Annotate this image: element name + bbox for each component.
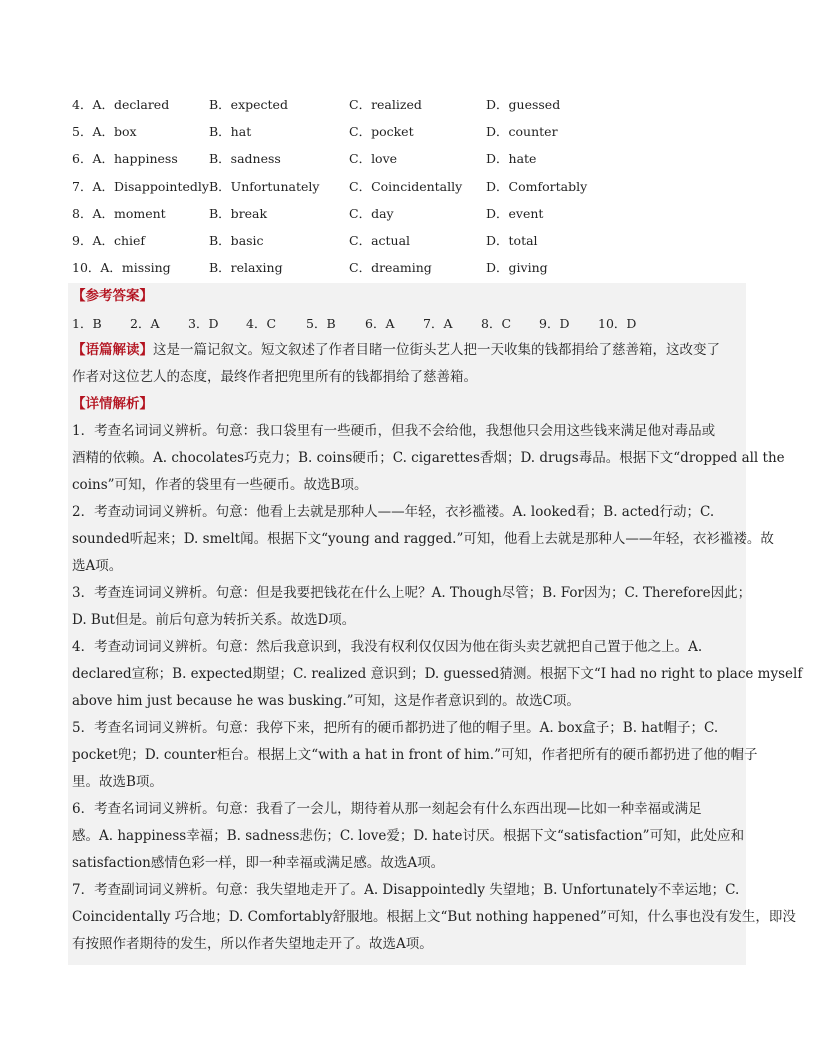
option-row-6 — [72, 148, 752, 175]
text-line: pocket兜；D. counter柜台。根据上文“with a hat in front of him.”可知，作者把所有的硬币都扔进了他的帽子 — [72, 747, 758, 763]
option-b: B．break — [209, 205, 268, 221]
option-a: 7．A．Disappointedly — [72, 178, 209, 194]
option-c: C．Coincidentally — [349, 178, 463, 194]
option-c: C．actual — [349, 232, 411, 248]
option-a: 5．A．box — [72, 124, 137, 140]
text-line: 7．考查副词词义辨析。句意：我失望地走开了。A. Disappointedly 失望地；B. Unfortunately不幸运地；C. — [72, 882, 740, 898]
option-c: C．love — [349, 151, 398, 167]
answer-key: 6．A — [365, 316, 395, 331]
option-c: C．day — [349, 205, 394, 221]
explanation-5 — [72, 715, 758, 796]
option-c: C．pocket — [349, 124, 414, 140]
option-b: B．Unfortunately — [209, 178, 320, 194]
text-line: 6．考查名词词义辨析。句意：我看了一会儿，期待着从那一刻起会有什么东西出现—比如一种幸福或满足 — [72, 801, 702, 817]
option-a: 6．A．happiness — [72, 151, 178, 167]
answer-section — [68, 283, 803, 965]
answer-key: 8．C — [481, 316, 512, 331]
options-list — [72, 94, 752, 284]
answer-key: 2．A — [130, 316, 160, 331]
text-line: 里。故选B项。 — [72, 774, 163, 790]
option-b: B．basic — [209, 232, 264, 248]
text-line: declared宣称；B. expected期望；C. realized 意识到；D. guessed猜测。根据下文“I had no right to place myself — [72, 666, 803, 682]
option-d: D．event — [486, 205, 544, 221]
text-line: coins”可知，作者的袋里有一些硬币。故选B项。 — [72, 477, 368, 493]
text-line: 3．考查连词词义辨析。句意：但是我要把钱花在什么上呢？A. Though尽管；B. For因为；C. Therefore因此； — [72, 585, 752, 601]
explanation-1 — [72, 418, 785, 499]
text-line: 感。A. happiness幸福；B. sadness悲伤；C. love爱；D. hate讨厌。根据下文“satisfaction”可知，此处应和 — [72, 828, 745, 844]
summary-line-2 — [72, 364, 744, 391]
option-row-10 — [72, 257, 752, 284]
option-d: D．total — [486, 232, 538, 248]
option-row-9 — [72, 230, 752, 257]
option-d: D．hate — [486, 151, 537, 167]
text-line: above him just because he was busking.”可知，这是作者意识到的。故选C项。 — [72, 693, 580, 709]
answer-key: 5．B — [306, 316, 336, 331]
option-d: D．Comfortably — [486, 178, 588, 194]
option-row-8 — [72, 203, 752, 230]
summary-text: 这是一篇记叙文。短文叙述了作者目睹一位街头艺人把一天收集的钱都捐给了慈善箱，这改变了 — [153, 342, 720, 358]
summary-text: 作者对这位艺人的态度，最终作者把兜里所有的钱都捐给了慈善箱。 — [72, 369, 477, 385]
answer-key: 1．B — [72, 316, 102, 331]
text-line: 选A项。 — [72, 558, 123, 574]
explanation-7 — [72, 877, 796, 958]
option-b: B．expected — [209, 97, 288, 112]
option-c: C．realized — [349, 97, 422, 112]
option-row-4 — [72, 94, 752, 121]
text-line: sounded听起来；D. smelt闻。根据下文“young and ragged.”可知，他看上去就是那种人——年轻，衣衫褴褛。故 — [72, 531, 774, 547]
explanation-2 — [72, 499, 774, 580]
option-c: C．dreaming — [349, 260, 432, 276]
text-line: satisfaction感情色彩一样，即一种幸福或满足感。故选A项。 — [72, 855, 445, 871]
text-line: D. But但是。前后句意为转折关系。故选D项。 — [72, 612, 356, 628]
text-line: Coincidentally 巧合地；D. Comfortably舒服地。根据上文“But nothing happened”可知，什么事也没有发生，即没 — [72, 909, 796, 925]
text-line: 2．考查动词词义辨析。句意：他看上去就是那种人——年轻，衣衫褴褛。A. looked看；B. acted行动；C. — [72, 504, 715, 520]
option-row-5 — [72, 121, 752, 148]
summary-line-1 — [72, 337, 744, 364]
text-line: 有按照作者期待的发生，所以作者失望地走开了。故选A项。 — [72, 936, 433, 952]
option-a: 8．A．moment — [72, 205, 166, 221]
summary-heading: 【语篇解读】 — [72, 342, 153, 358]
answer-key: 9．D — [539, 316, 570, 331]
text-line: 5．考查名词词义辨析。句意：我停下来，把所有的硬币都扔进了他的帽子里。A. box盒子；B. hat帽子；C. — [72, 720, 719, 736]
option-d: D．giving — [486, 260, 548, 276]
answer-key-heading: 【参考答案】 — [72, 288, 153, 304]
option-a: 10．A．missing — [72, 260, 171, 276]
text-line: 4．考查动词词义辨析。句意：然后我意识到，我没有权利仅仅因为他在街头卖艺就把自己置于他之上。A. — [72, 639, 703, 655]
answer-key: 3．D — [188, 316, 219, 331]
answer-key: 7．A — [423, 316, 453, 331]
answer-key-list — [72, 310, 744, 337]
detail-heading: 【详情解析】 — [72, 396, 153, 412]
option-a: 4．A．declared — [72, 97, 170, 112]
option-d: D．counter — [486, 124, 558, 140]
explanation-4 — [72, 634, 803, 715]
option-d: D．guessed — [486, 97, 561, 112]
answer-key: 4．C — [246, 316, 277, 331]
option-row-7 — [72, 176, 752, 203]
explanation-6 — [72, 796, 744, 877]
option-b: B．sadness — [209, 151, 281, 167]
text-line: 1．考查名词词义辨析。句意：我口袋里有一些硬币，但我不会给他，我想他只会用这些钱来满足他对毒品或 — [72, 423, 716, 439]
text-line: 酒精的依赖。A. chocolates巧克力；B. coins硬币；C. cigarettes香烟；D. drugs毒品。根据下文“dropped all the — [72, 450, 785, 466]
answer-key: 10．D — [598, 316, 637, 331]
option-b: B．relaxing — [209, 260, 283, 276]
explanation-3 — [72, 580, 752, 634]
option-b: B．hat — [209, 124, 252, 140]
option-a: 9．A．chief — [72, 232, 146, 248]
